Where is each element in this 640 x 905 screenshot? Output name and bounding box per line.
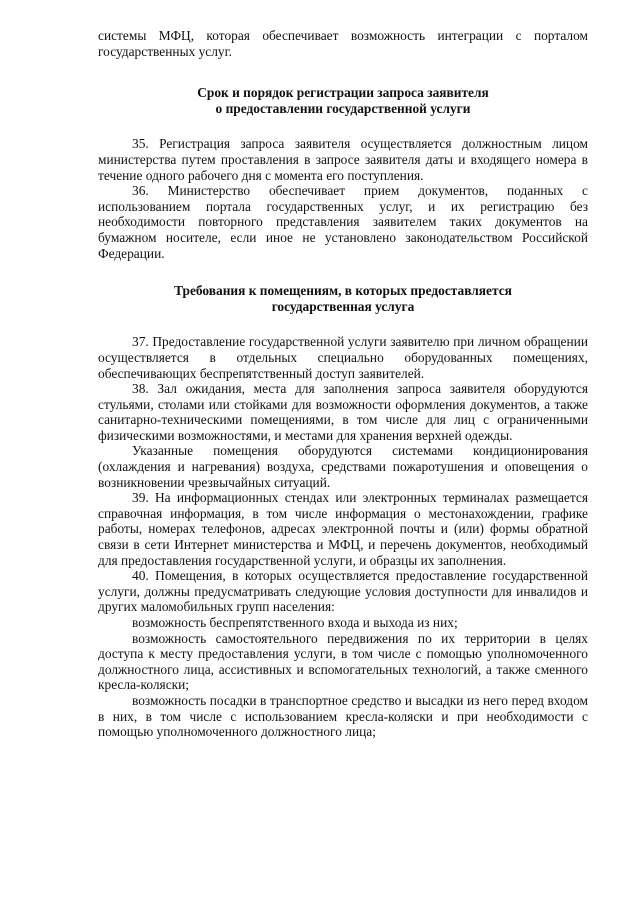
paragraph-37: 37. Предоставление государственной услуги заявителю при личном обращении осуществляется в отдельных специально оборудованных помещениях, обеспечивающих беспрепятственный доступ заявителей.	[98, 334, 588, 381]
heading-line: о предоставлении государственной услуги	[215, 100, 471, 116]
heading-line: государственная услуга	[271, 298, 415, 314]
paragraph-36: 36. Министерство обеспечивает прием документов, поданных с использованием портала государственных услуг, и их регистрацию без необходимости повторного представления заявителем таких документов на бумажном носителе, если иное не установлено законодательством Российской Федерации.	[98, 183, 588, 261]
section-heading-registration	[98, 85, 588, 116]
document-page	[98, 28, 588, 740]
heading-line: Требования к помещениям, в которых предоставляется	[174, 283, 512, 299]
paragraph-38-continued: Указанные помещения оборудуются системами кондиционирования (охлаждения и нагревания) воздуха, средствами пожаротушения и оповещения о возникновении чрезвычайных ситуаций.	[98, 443, 588, 490]
paragraph-40-item-movement: возможность самостоятельного передвижения по их территории в целях доступа к месту предоставления услуги, в том числе с помощью уполномоченного должностного лица, ассистивных и вспомогательных технологий, а также сменного кресла-коляски;	[98, 630, 588, 693]
paragraph-40-item-transport: возможность посадки в транспортное средство и высадки из него перед входом в них, в том числе с использованием кресла-коляски и при необходимости с помощью уполномоченного должностного лица;	[98, 692, 588, 740]
heading-line: Срок и порядок регистрации запроса заявителя	[197, 85, 489, 101]
section-heading-premises	[98, 283, 588, 314]
paragraph-39: 39. На информационных стендах или электронных терминалах размещается справочная информация, в том числе информация о местонахождении, графике работы, номерах телефонов, адресах электронной почты и (или) формы обратной связи в сети Интернет министерства и МФЦ, и перечень документов, необходимый для предоставления государственной услуги, и образцы их заполнения.	[98, 490, 588, 568]
paragraph-40-item-entry: возможность беспрепятственного входа и выхода из них;	[132, 615, 458, 630]
paragraph-40: 40. Помещения, в которых осуществляется предоставление государственной услуги, должны предусматривать следующие условия доступности для инвалидов и других маломобильных групп населения:	[98, 568, 588, 615]
intro-paragraph: системы МФЦ, которая обеспечивает возможность интеграции с порталом государственных услуг.	[98, 28, 588, 59]
paragraph-38: 38. Зал ожидания, места для заполнения запроса заявителя оборудуются стульями, столами или стойками для возможности оформления документов, а также санитарно-техническими помещениями, в том числе для лиц с ограниченными физическими возможностями, и местами для хранения верхней одежды.	[98, 381, 588, 443]
paragraph-35: 35. Регистрация запроса заявителя осуществляется должностным лицом министерства путем проставления в запросе заявителя даты и входящего номера в течение одного рабочего дня с момента его поступления.	[98, 136, 588, 183]
